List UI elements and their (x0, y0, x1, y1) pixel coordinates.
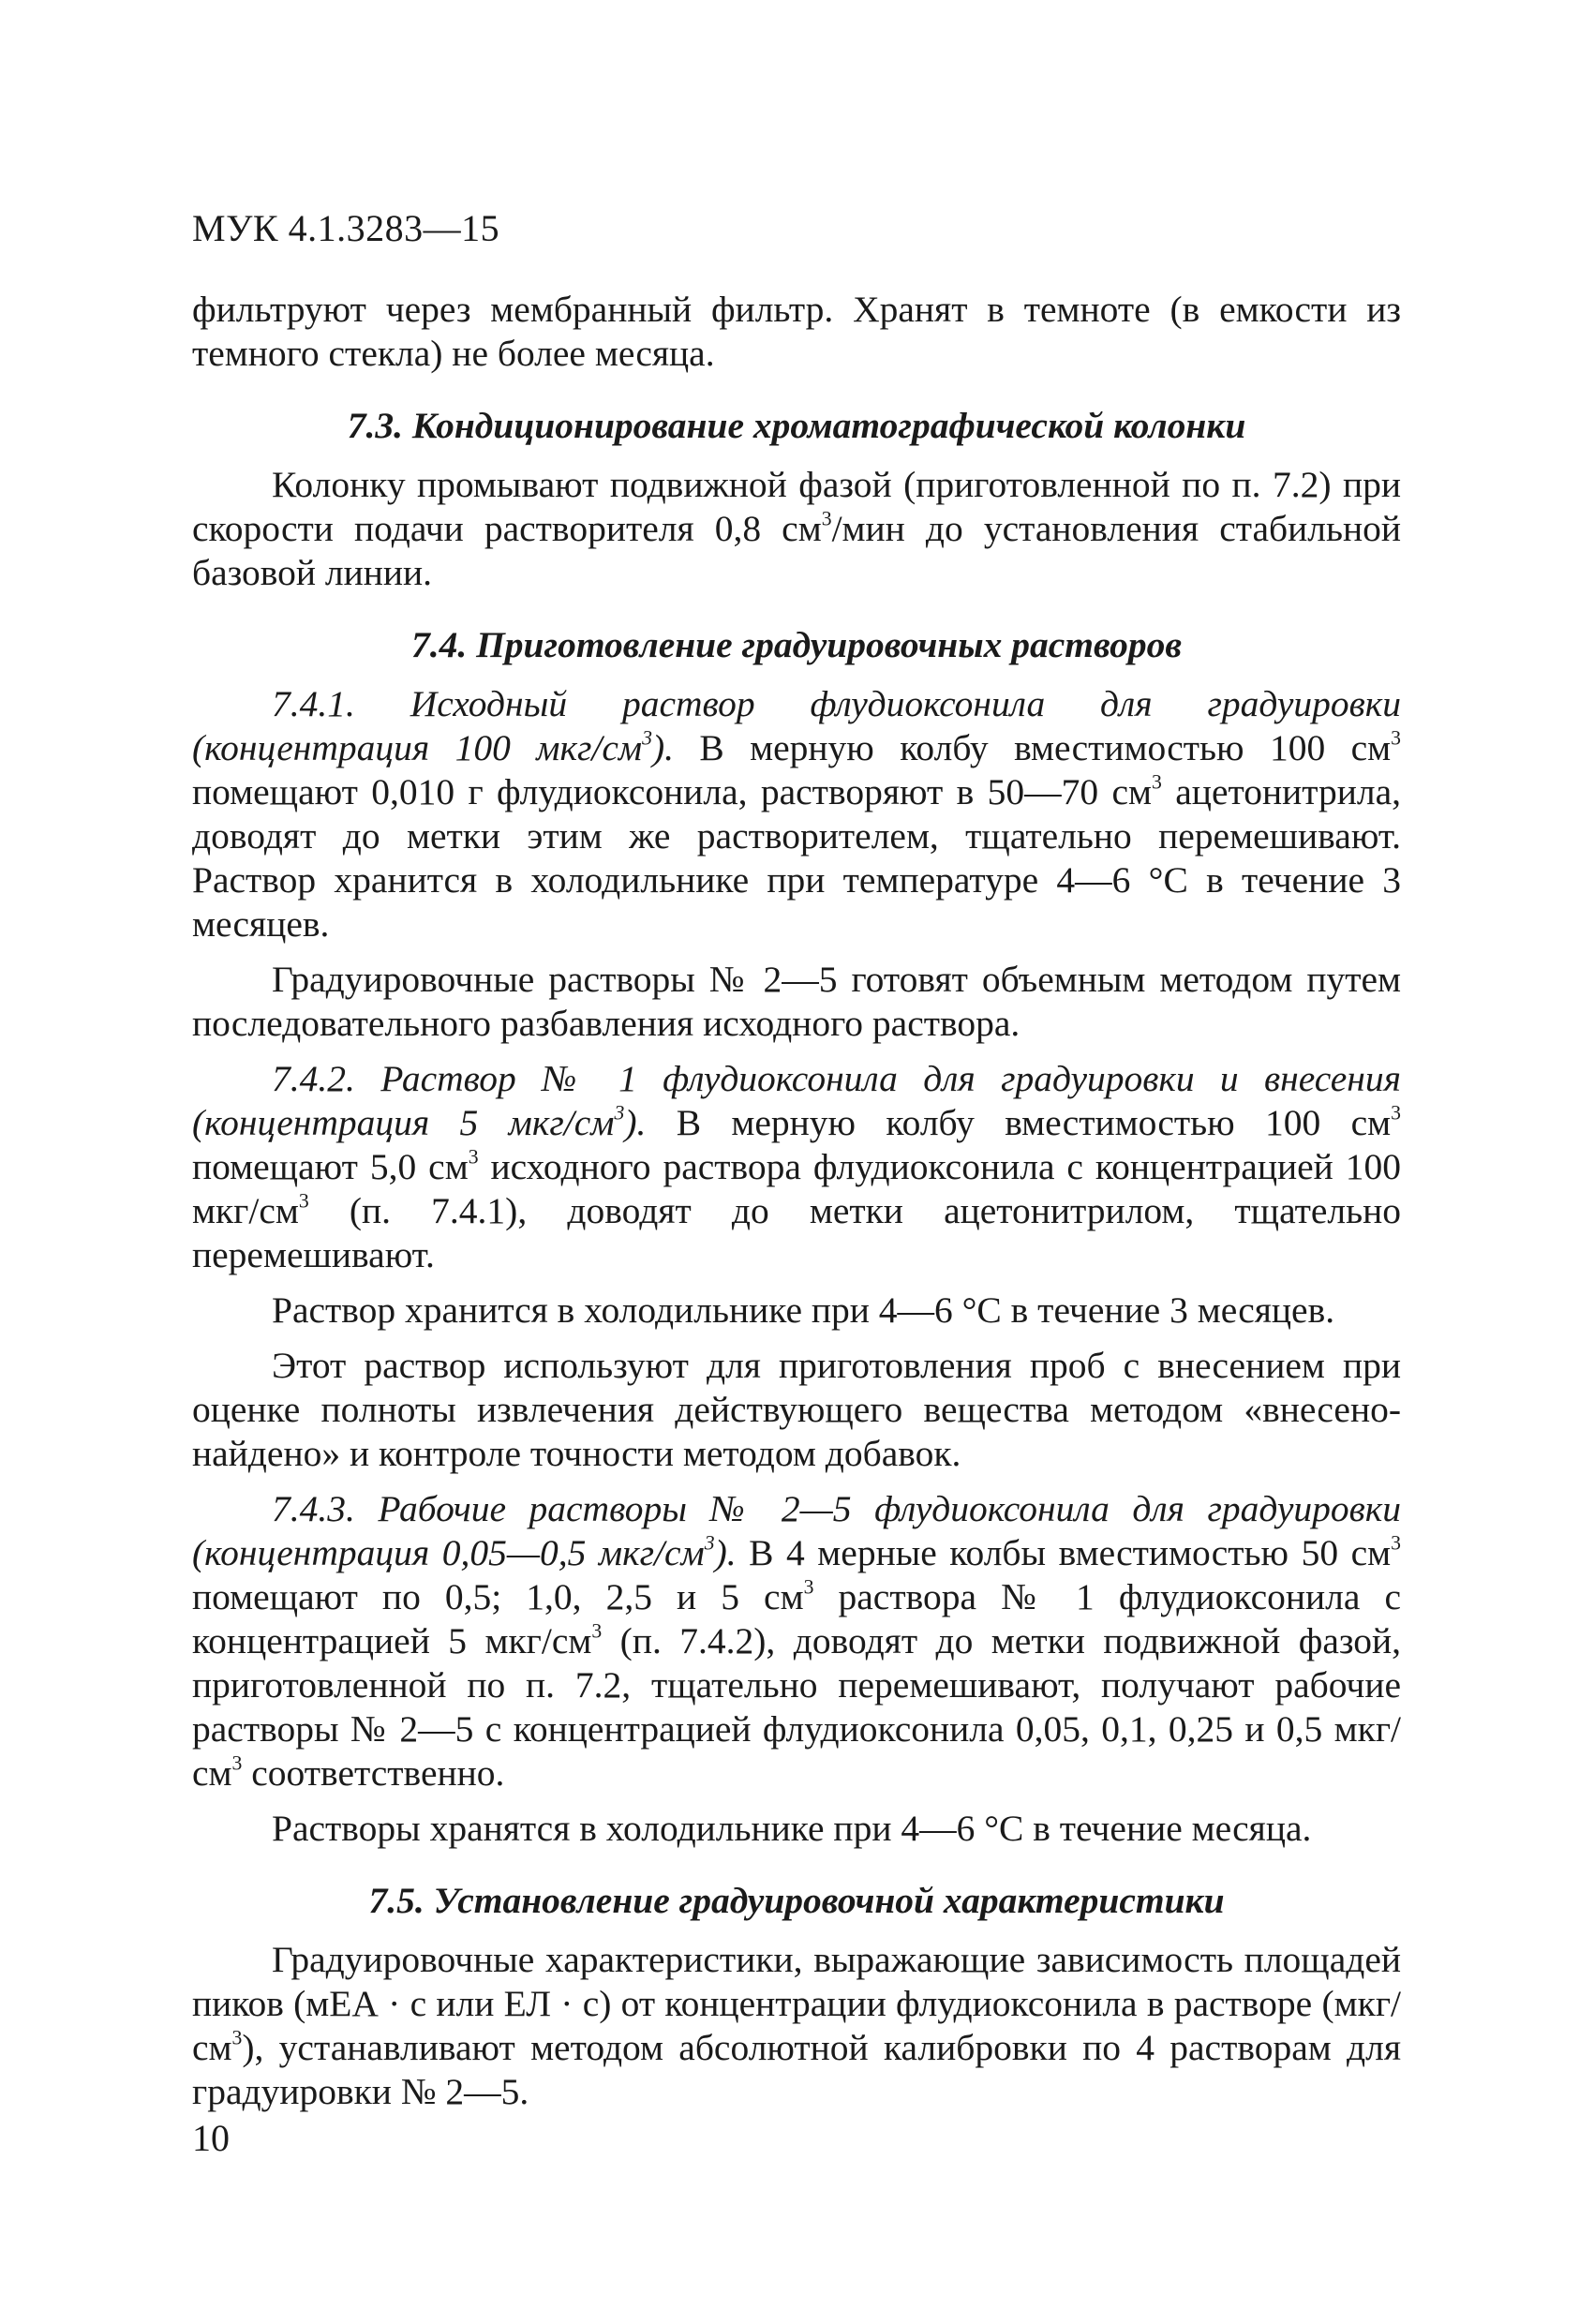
paragraph-7-3: Колонку промывают подвижной фазой (приготовленной по п. 7.2) при скорости подачи растворителя 0,8 $см^3$/мин до установления стабильной базовой линии. (192, 464, 1401, 593)
paragraph-storage-2: Растворы хранятся в холодильнике при 4—6 °С в течение месяца. (272, 1808, 1312, 1849)
paragraph-intro: фильтруют через мембранный фильтр. Хранят в темноте (в емкости из темного стекла) не более месяца. (192, 289, 1401, 374)
paragraph-graduation-solutions: Градуировочные растворы № 2—5 готовят объемным методом путем последовательного разбавления исходного раствора. (192, 959, 1401, 1044)
subsection-title-7-4-3: 7.4.3. Рабочие растворы № 2—5 флудиоксонила для градуировки (концентрация 0,05—0,5 мкг/$см^3$). (192, 1488, 1401, 1573)
heading-7-4: 7.4. Приготовление градуировочных растворов (410, 624, 1183, 665)
heading-7-3: 7.3. Кондиционирование хроматографической колонки (347, 405, 1246, 446)
document-code: МУК 4.1.3283—15 (192, 207, 500, 249)
paragraph-storage-1: Раствор хранится в холодильнике при 4—6 °С в течение 3 месяцев. (272, 1289, 1335, 1331)
page-number: 10 (192, 2117, 230, 2159)
paragraph-7-4-1: 7.4.1. Исходный раствор флудиоксонила для градуировки (концентрация 100 мкг/$см^3$). В мерную колбу вместимостью 100 $см^3$ помещают 0,010 г флудиоксонила, растворяют в 50—70 $см^3$ ацетонитрила, доводят до метки этим же растворителем, тщательно перемешивают. Раствор хранится в холодильнике при температуре 4—6 °С в течение 3 месяцев. (192, 683, 1401, 945)
page-body (192, 206, 1401, 2125)
subsection-title-7-4-1: 7.4.1. Исходный раствор флудиоксонила для градуировки (концентрация 100 мкг/$см^3$). (192, 683, 1401, 768)
subsection-title-7-4-2: 7.4.2. Раствор № 1 флудиоксонила для градуировки и внесения (концентрация 5 мкг/$см^3$). (192, 1058, 1401, 1143)
heading-7-5: 7.5. Установление градуировочной характеристики (368, 1880, 1225, 1921)
paragraph-usage: Этот раствор используют для приготовления проб с внесением при оценке полноты извлечения действующего вещества методом «внесено-найдено» и контроле точности методом добавок. (192, 1345, 1401, 1474)
paragraph-7-4-3: 7.4.3. Рабочие растворы № 2—5 флудиоксонила для градуировки (концентрация 0,05—0,5 мкг/$см^3$). В 4 мерные колбы вместимостью 50 $см^3$ помещают по 0,5; 1,0, 2,5 и 5 $см^3$ раствора № 1 флудиоксонила с концентрацией 5 мкг/$см^3$ (п. 7.4.2), доводят до метки подвижной фазой, приготовленной по п. 7.2, тщательно перемешивают, получают рабочие растворы № 2—5 с концентрацией флудиоксонила 0,05, 0,1, 0,25 и 0,5 мкг/$см^3$ соответственно. (192, 1488, 1402, 1794)
paragraph-7-5: Градуировочные характеристики, выражающие зависимость площадей пиков (мЕА · с или ЕЛ · с) от концентрации флудиоксонила в растворе $(мкг/см^3)$, устанавливают методом абсолютной калибровки по 4 растворам для градуировки № 2—5. (192, 1939, 1401, 2112)
paragraph-7-4-2: 7.4.2. Раствор № 1 флудиоксонила для градуировки и внесения (концентрация 5 мкг/$см^3$). В мерную колбу вместимостью 100 $см^3$ помещают 5,0 $см^3$ исходного раствора флудиоксонила с концентрацией 100 мкг/$см^3$ (п. 7.4.1), доводят до метки ацетонитрилом, тщательно перемешивают. (192, 1058, 1401, 1275)
